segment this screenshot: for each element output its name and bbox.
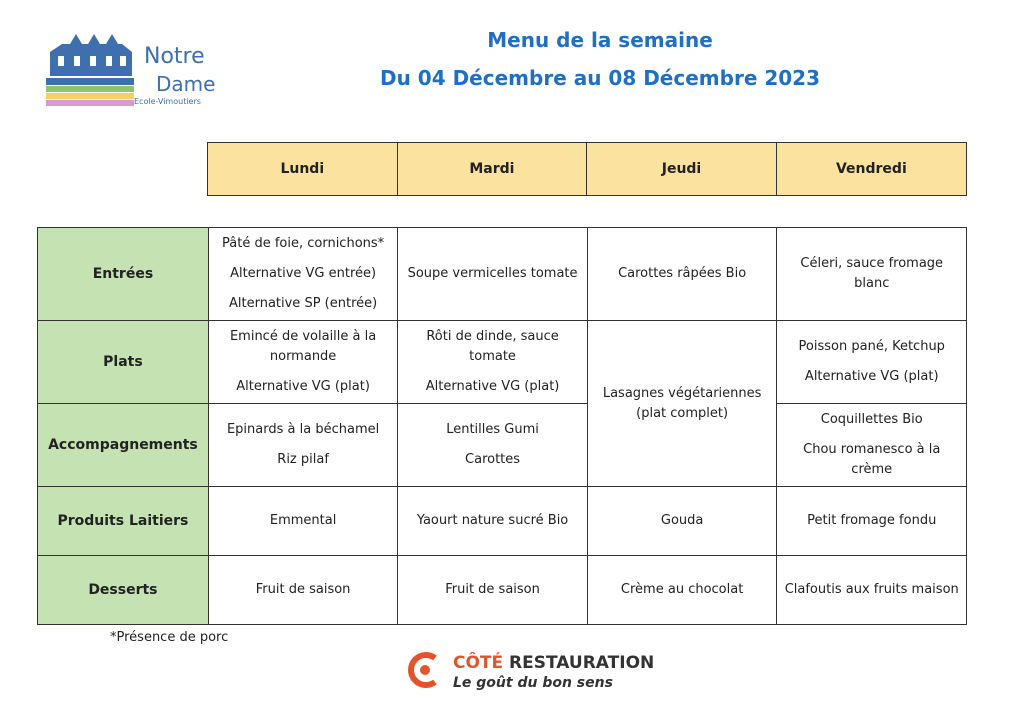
cell-entrees-vendredi <box>777 228 967 321</box>
dish-text: Poisson pané, Ketchup <box>798 339 945 354</box>
dish-text: Clafoutis aux fruits maison <box>784 582 959 597</box>
table-row-entrees <box>38 228 967 321</box>
dish-text: Crème au chocolat <box>620 582 744 597</box>
day-header-mardi: Mardi <box>397 143 587 196</box>
dish-text: Yaourt nature sucré Bio <box>416 513 569 528</box>
brand-c-icon <box>405 650 445 690</box>
cell-desserts-mardi <box>398 556 587 625</box>
dish-text: Alternative VG (plat) <box>804 369 939 384</box>
dish-text: Coquillettes Bio <box>820 412 923 427</box>
brand-logo <box>405 650 675 695</box>
category-accompagnements: Accompagnements <box>38 404 209 487</box>
cell-laitiers-vendredi <box>777 487 967 556</box>
cell-plats-mardi <box>398 321 587 404</box>
cell-plats-jeudi <box>587 321 777 487</box>
dish-text: Alternative VG entrée) <box>230 266 377 281</box>
day-header-vendredi: Vendredi <box>776 143 966 196</box>
menu-table <box>37 227 967 625</box>
menu-title: Menu de la semaine <box>487 28 713 52</box>
dish-text: Céleri, sauce fromage blanc <box>800 256 944 291</box>
cell-desserts-lundi <box>208 556 397 625</box>
brand-name-restauration: RESTAURATION <box>503 653 655 673</box>
dish-text: Emmental <box>269 513 337 528</box>
logo-text-notre: Notre <box>144 44 205 69</box>
dish-text: Rôti de dinde, sauce tomate <box>426 329 559 364</box>
dish-text: Chou romanesco à la crème <box>803 442 941 477</box>
category-entrees: Entrées <box>38 228 209 321</box>
cell-laitiers-mardi <box>398 487 587 556</box>
day-header-lundi: Lundi <box>208 143 398 196</box>
table-row-laitiers <box>38 487 967 556</box>
table-row-desserts <box>38 556 967 625</box>
dish-text: Epinards à la béchamel <box>226 422 380 437</box>
table-row-plats <box>38 321 967 404</box>
cell-laitiers-jeudi <box>587 487 777 556</box>
cell-desserts-jeudi <box>587 556 777 625</box>
cell-entrees-mardi <box>398 228 587 321</box>
cell-entrees-jeudi <box>587 228 777 321</box>
table-row-accompagnements <box>38 404 967 487</box>
days-header-table <box>207 142 967 196</box>
school-logo <box>44 30 216 110</box>
category-laitiers: Produits Laitiers <box>38 487 209 556</box>
dish-text: Riz pilaf <box>277 452 329 467</box>
logo-text-school: Ecole-Vimoutiers <box>134 97 201 106</box>
dish-text: Alternative SP (entrée) <box>228 296 378 311</box>
cell-accompagnements-vendredi <box>777 404 967 487</box>
dish-text: Alternative VG (plat) <box>236 379 370 394</box>
pork-footnote: *Présence de porc <box>110 630 229 645</box>
brand-tagline: Le goût du bon sens <box>453 675 613 691</box>
dish-text: Petit fromage fondu <box>807 513 937 528</box>
logo-text-dame: Dame <box>156 72 216 96</box>
cell-entrees-lundi <box>208 228 397 321</box>
category-plats: Plats <box>38 321 209 404</box>
dish-text: Carottes râpées Bio <box>618 266 747 281</box>
cell-desserts-vendredi <box>777 556 967 625</box>
cell-laitiers-lundi <box>208 487 397 556</box>
dish-text: Emincé de volaille à la normande <box>229 329 377 364</box>
dish-text: Fruit de saison <box>445 582 540 597</box>
dish-text: Alternative VG (plat) <box>425 379 560 394</box>
cell-plats-vendredi <box>777 321 967 404</box>
dish-text: Lasagnes végétariennes (plat complet) <box>602 385 762 421</box>
day-header-jeudi: Jeudi <box>587 143 777 196</box>
menu-date-range: Du 04 Décembre au 08 Décembre 2023 <box>379 66 821 90</box>
dish-text: Carottes <box>465 452 521 467</box>
brand-name-cote: CÔTÉ <box>453 653 504 673</box>
dish-text: Fruit de saison <box>255 582 351 597</box>
category-desserts: Desserts <box>38 556 209 625</box>
dish-text: Pâté de foie, cornichons* <box>222 236 385 251</box>
dish-text: Lentilles Gumi <box>446 422 539 437</box>
dish-text: Gouda <box>660 513 704 528</box>
school-building-icon <box>44 30 134 108</box>
brand-name <box>453 653 654 673</box>
cell-plats-lundi <box>208 321 397 404</box>
cell-accompagnements-lundi <box>208 404 397 487</box>
cell-accompagnements-mardi <box>398 404 587 487</box>
dish-text: Soupe vermicelles tomate <box>407 266 578 281</box>
